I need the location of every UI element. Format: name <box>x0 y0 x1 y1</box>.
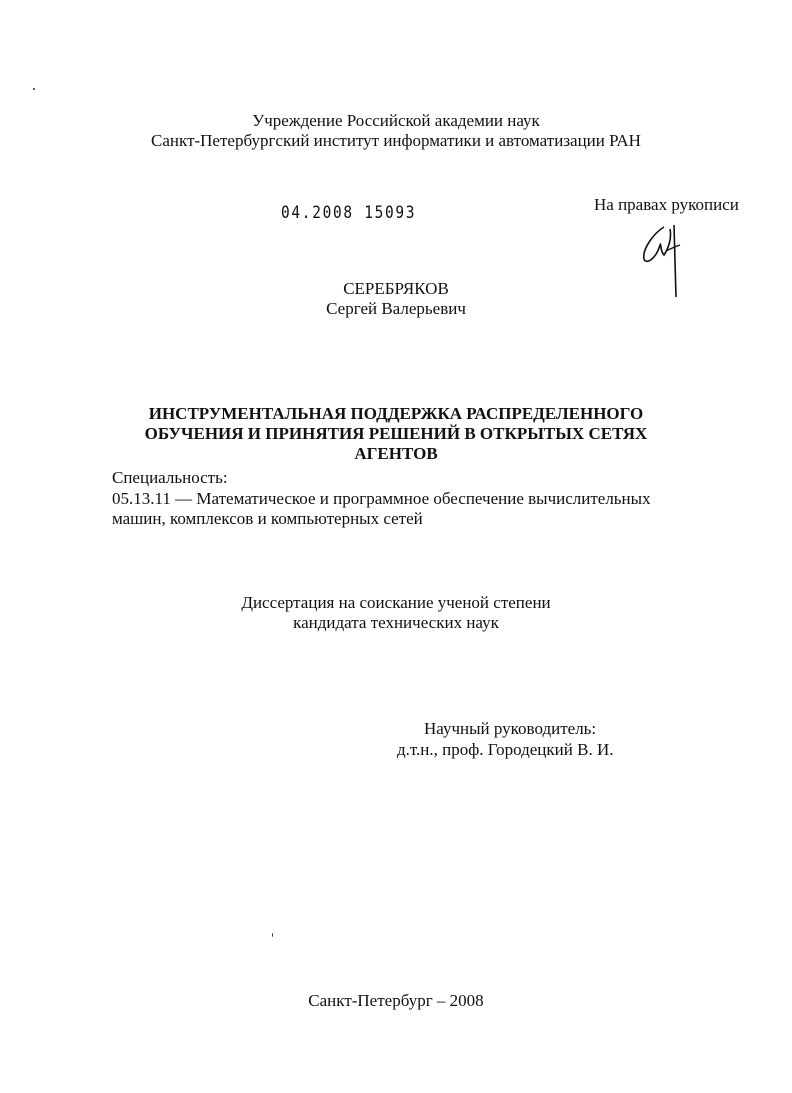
dissertation-line-2: кандидата технических наук <box>293 613 499 632</box>
thesis-title-line-3: АГЕНТОВ <box>354 444 438 463</box>
scan-speck <box>272 933 273 937</box>
scan-speck <box>33 88 35 90</box>
manuscript-rights: На правах рукописи <box>594 195 739 214</box>
specialty-label: Специальность: <box>112 468 228 487</box>
dissertation-line-1: Диссертация на соискание ученой степени <box>241 593 551 612</box>
author-name: Сергей Валерьевич <box>326 299 466 318</box>
city-year: Санкт-Петербург – 2008 <box>308 991 484 1010</box>
thesis-title-line-1: ИНСТРУМЕНТАЛЬНАЯ ПОДДЕРЖКА РАСПРЕДЕЛЕННОГО <box>148 404 644 423</box>
advisor-label: Научный руководитель: <box>424 719 597 738</box>
registration-stamp: 04.2008 15093 <box>281 203 417 223</box>
thesis-title-line-2: ОБУЧЕНИЯ И ПРИНЯТИЯ РЕШЕНИЙ В ОТКРЫТЫХ СЕТЯХ <box>144 424 648 443</box>
institution-line-2: Санкт-Петербургский институт информатики и автоматизации РАН <box>151 131 641 150</box>
advisor-name: д.т.н., проф. Городецкий В. И. <box>397 740 614 759</box>
institution-line-1: Учреждение Российской академии наук <box>252 111 540 130</box>
specialty-line-1: 05.13.11 — Математическое и программное обеспечение вычислительных <box>112 489 651 508</box>
specialty-line-2: машин, комплексов и компьютерных сетей <box>112 509 423 528</box>
author-surname: СЕРЕБРЯКОВ <box>343 279 449 298</box>
